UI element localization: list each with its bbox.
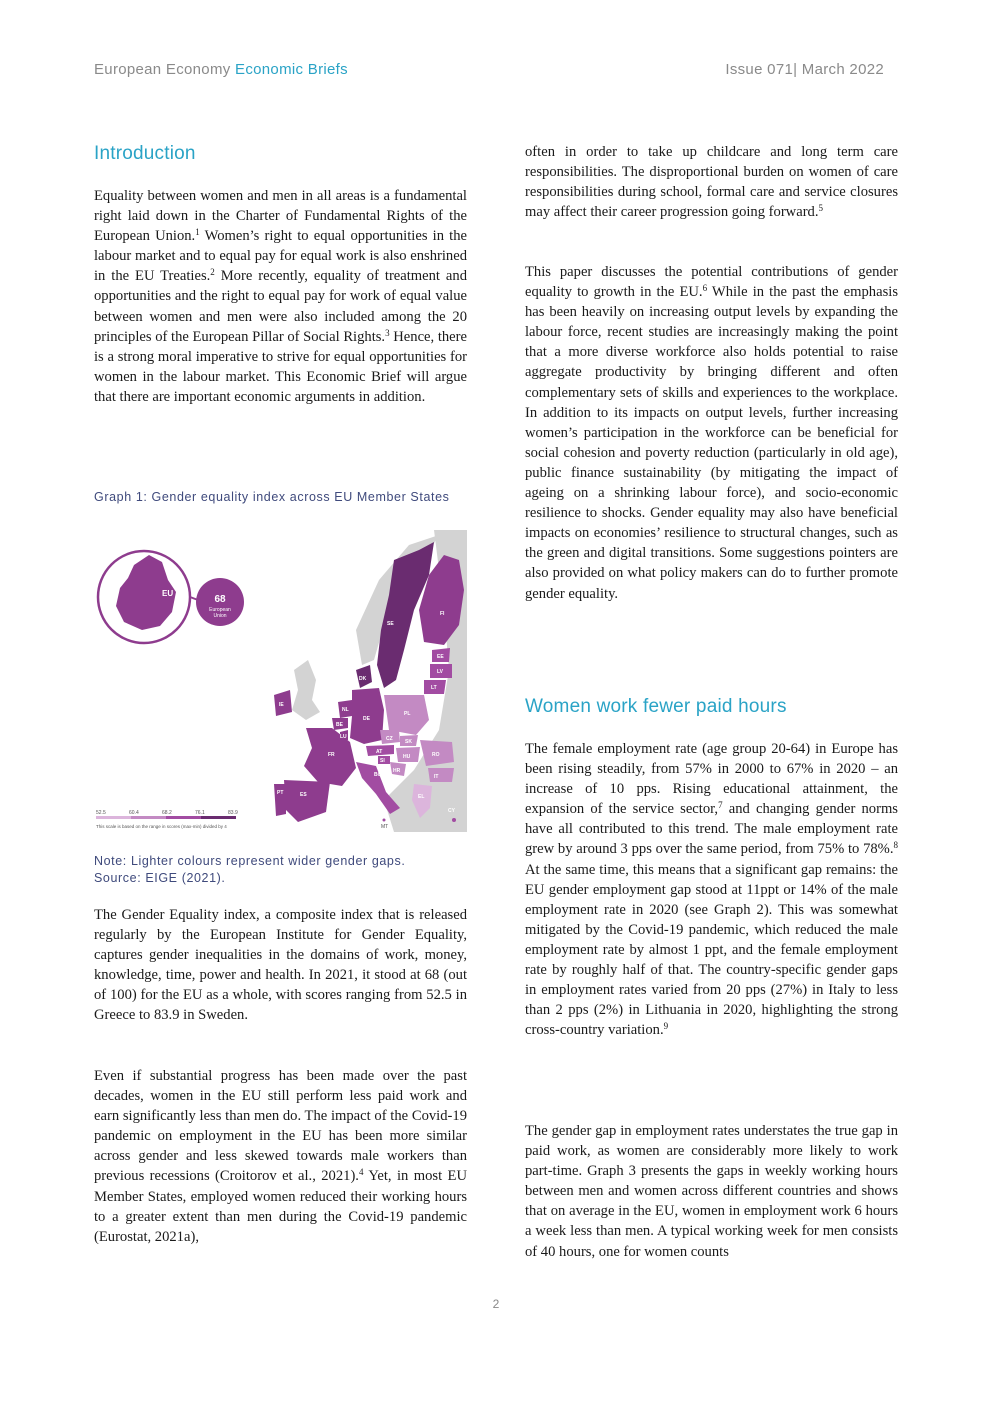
label-mt: MT (381, 824, 389, 830)
label-de: DE (363, 716, 370, 722)
text-span: Even if substantial progress has been made over the past decades, women in the EU still perform less paid work and earn significantly less than men do. The impact of the Covid-19 pandemic on employment in the EU has been more similar across gender and less skewed towards male workers than previous recessions (Croitorov et al., 2021). (94, 1068, 467, 1185)
uk-land (292, 660, 320, 720)
europe-map-svg (94, 530, 467, 832)
intro-paragraph-3 (94, 1066, 467, 1247)
legend-bin-2 (131, 816, 166, 819)
footnote-ref-7[interactable]: 7 (718, 800, 723, 811)
footnote-ref-3[interactable]: 3 (385, 327, 390, 338)
text-span: The female employment rate (age group 20-64) in Europe has been rising steadily, from 57% in 2000 to 67% in 2020 – an increase of 10 pps. Rising educational attainment, the expansion of the service sector, (525, 741, 898, 818)
label-pl: PL (404, 711, 411, 717)
label-es: ES (300, 792, 307, 798)
label-fi: FI (440, 611, 445, 617)
label-be: BE (336, 722, 343, 728)
label-hr: HR (393, 768, 401, 774)
text-span: Hence, there is a strong moral imperative to strive for equal opportunities for women in the labour market. This Economic Brief will argue that there are important economic arguments in addition. (94, 328, 467, 405)
label-hu: HU (403, 754, 411, 760)
text-span: Equality between women and men in all areas is a fundamental right laid down in the Charter of Fundamental Rights of the European Union. (94, 188, 467, 245)
text-span: While in the past the emphasis has been heavily on increasing output levels by expanding the labour force, recent studies are increasingly making the point that a more diverse workforce also holds potential to raise aggregate productivity by bringing different and often complementary sets of skills and experiences to the workplace. In addition to its impacts on output levels, further increasing women’s participation in the workforce can be beneficial for social cohesion and poverty reduction (particularly in old age), public finance sustainability (by mitigating the impact of ageing on a shrinking labour force), and socio-economic resilience to shocks. Gender equality may also have beneficial impacts on economies’ resilience to structural changes, such as the green and digital transitions. Some suggestions pointers are also provided on what policy makers can do to further promote gender equality. (525, 284, 898, 602)
map-country-es (284, 780, 330, 822)
legend-tick-4: 76.1 (195, 810, 205, 816)
text-span: Women’s right to equal opportunities in the labour market and to equal pay for equal work is also enshrined in the EU Treaties. (94, 228, 467, 285)
footnote-ref-5[interactable]: 5 (818, 203, 824, 214)
label-ie: IE (279, 702, 284, 708)
page-number: 2 (492, 1297, 500, 1311)
intro-paragraph-2: The Gender Equality index, a composite index that is released regularly by the European Institute for Gender Equality, captures gender inequalities in the domains of work, money, knowledge, time, power and health. In 2021, it stood at 68 (out of 100) for the EU as a whole, with scores ranging from 52.5 in Greece to 83.9 in Sweden. (94, 907, 467, 1024)
label-ee: EE (437, 654, 444, 660)
section-heading-introduction: Introduction (94, 143, 196, 164)
footnote-ref-1[interactable]: 1 (195, 227, 200, 238)
text-span: often in order to take up childcare and long term care responsibilities. The disproportional burden on women of care responsibilities during school, formal care and service closures may affect their career progression going forward. (525, 144, 898, 221)
label-it: BG (374, 772, 382, 778)
label-dk: DK (359, 676, 367, 682)
label-at: AT (376, 749, 383, 755)
map-country-bg (428, 768, 454, 782)
label-lu: LU (340, 734, 347, 740)
legend-bin-3 (166, 816, 201, 819)
map-country-pt (274, 784, 286, 816)
eu-score-name-line2: Union (213, 613, 227, 619)
label-se: SE (387, 621, 394, 627)
women-paragraph-1 (525, 739, 898, 1040)
gender-equality-map (94, 530, 467, 832)
text-span: and changing gender norms have all contributed to this trend. The male employment rate grew by around 3 pps over the same period, from 75% to 78%. (525, 801, 898, 858)
intro-paragraph-5 (525, 262, 898, 604)
label-cy: CY (448, 808, 455, 814)
graph-1-note: Note: Lighter colours represent wider gender gaps. (94, 854, 406, 868)
intro-paragraph-1 (94, 186, 467, 407)
footnote-ref-8[interactable]: 8 (893, 840, 898, 851)
footnote-ref-6[interactable]: 6 (702, 283, 708, 294)
text-span: Yet, in most EU Member States, employed women reduced their working hours to a greater extent than men during the Covid-19 pandemic (Eurostat, 2021a), (94, 1168, 467, 1245)
legend-tick-3: 68.2 (162, 810, 172, 816)
publication-name: European Economy (94, 61, 231, 78)
label-lt: LT (431, 685, 437, 691)
legend-note: This scale is based on the range in scores (max-min) divided by 4 (96, 824, 227, 829)
text-span: More recently, equality of treatment and opportunities and the right to equal pay for work of equal value between women and men were also included among the 20 principles of the European Pillar of Social Rights. (94, 268, 467, 345)
footnote-ref-4[interactable]: 4 (358, 1167, 364, 1178)
label-bg: IT (434, 774, 439, 780)
eu-score-value: 68 (214, 594, 226, 605)
legend-tick-2: 60.4 (129, 810, 139, 816)
label-lv: LV (437, 669, 444, 675)
map-country-mt (383, 819, 386, 822)
legend-tick-5: 83.9 (228, 810, 238, 816)
series-name: Economic Briefs (235, 61, 348, 78)
legend-bin-1 (96, 816, 131, 819)
text-span: This paper discusses the potential contributions of gender equality to growth in the EU. (525, 264, 898, 301)
footnote-ref-2[interactable]: 2 (210, 267, 215, 278)
label-el: EL (418, 794, 425, 800)
intro-paragraph-4 (525, 142, 898, 222)
graph-1-source: Source: EIGE (2021). (94, 871, 226, 885)
running-header-right (725, 61, 884, 78)
label-nl: NL (342, 707, 349, 713)
graph-1-title: Graph 1: Gender equality index across EU Member States (94, 490, 450, 504)
footnote-ref-9[interactable]: 9 (663, 1021, 669, 1032)
map-country-cy (452, 818, 456, 822)
issue-number: Issue 071| (725, 61, 798, 78)
issue-date: March 2022 (801, 61, 884, 78)
label-sk: SK (405, 739, 412, 745)
label-si: SI (380, 758, 385, 764)
legend-tick-1: 52.5 (96, 810, 106, 816)
eu-score-name-line1: European (209, 607, 231, 613)
label-ro: RO (432, 752, 440, 758)
women-paragraph-2: The gender gap in employment rates understates the true gap in paid work, as women are considerably more likely to work part-time. Graph 3 presents the gaps in weekly working hours between men and women across different countries and shows that on average in the EU, women in employment work 6 hours a week less than men. A typical working week for men consists of 40 hours, one for women counts (525, 1123, 898, 1260)
label-pt: PT (277, 790, 284, 796)
section-heading-women-work: Women work fewer paid hours (525, 696, 787, 717)
label-cz: CZ (386, 736, 393, 742)
legend-bin-4 (201, 816, 236, 819)
eu-inset-label: EU (162, 589, 174, 598)
running-header-left (94, 61, 348, 78)
label-fr: FR (328, 752, 335, 758)
text-span: At the same time, this means that a significant gap remains: the EU gender employment gap stood at 11ppt or 14% of the male employment rate in 2020 (see Graph 2). This was somewhat mitigated by the Covid-19 pandemic, which reduced the male employment rate by almost 1 ppt, and the female employment rate by roughly half of that. The country-specific gender gaps in employment rates varied from 20 pps (27%) in Italy to less than 2 pps (2%) in Lithuania in 2020, highlighting the strong cross-country variation. (525, 861, 898, 1039)
